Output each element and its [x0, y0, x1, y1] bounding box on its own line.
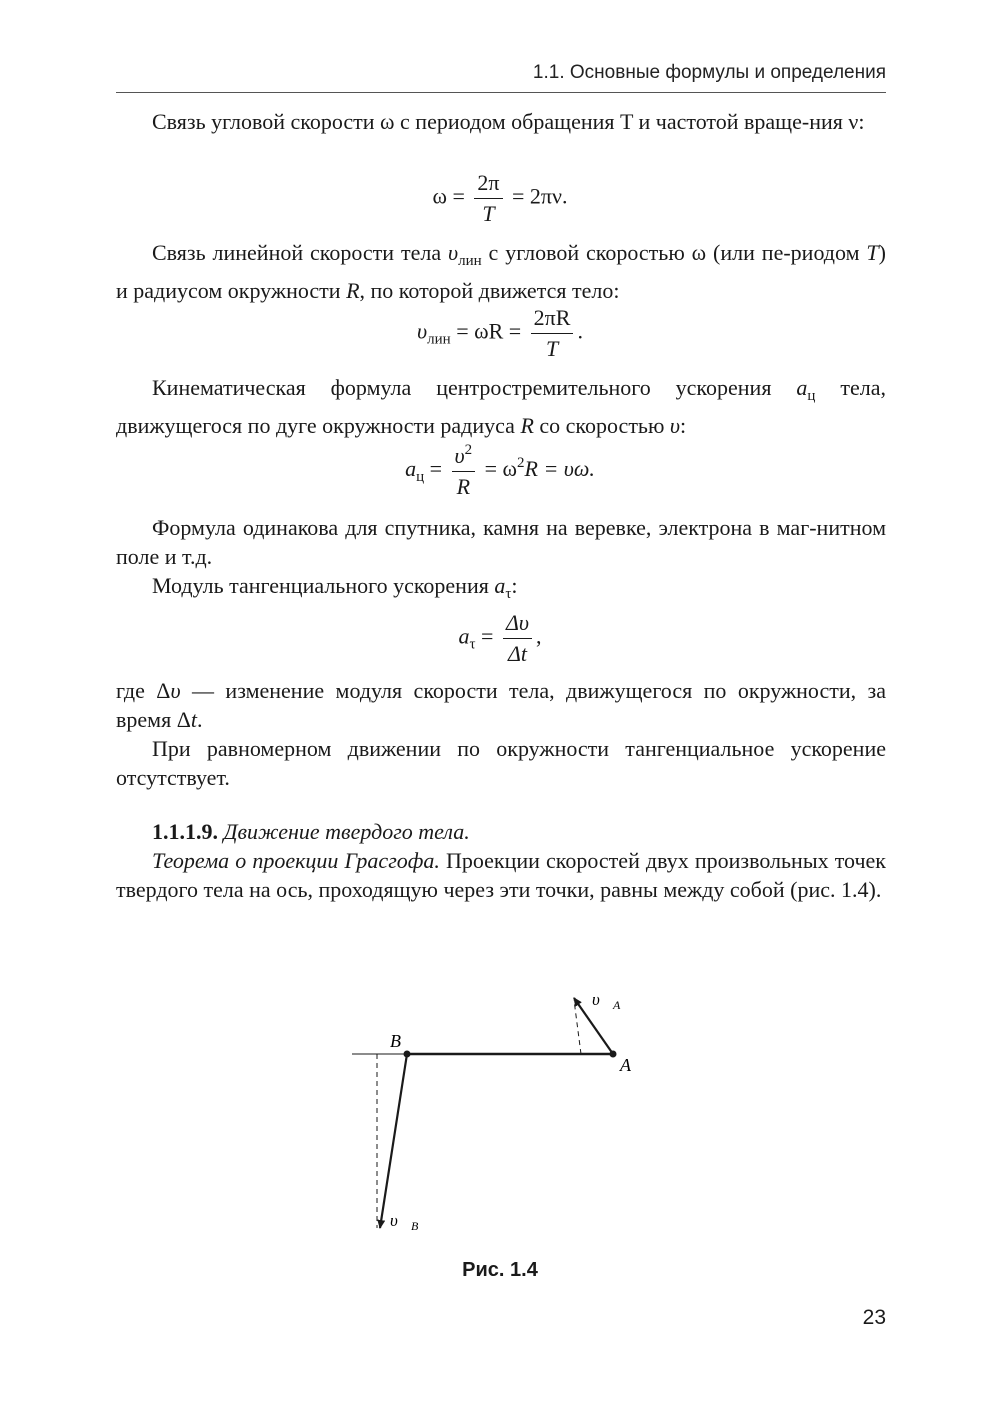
- formula-centripetal: $a_ц$ = $\frac{\upsilon^2}{R}$ = $\omega^2R = \upsilon\omega$.: [405, 442, 595, 499]
- paragraph-text: Связь угловой скорости ω с периодом обращения T и частотой враще-ния ν:: [152, 109, 865, 134]
- paragraph-formula-same: Формула одинакова для спутника, камня на веревке, электрона в маг-нитном поле и т.д.: [116, 515, 886, 569]
- formula-omega: ω = $\frac{2\pi}{T}$ = 2πν.: [432, 170, 568, 226]
- figure-caption: Рис. 1.4: [462, 1259, 538, 1281]
- running-header: 1.1. Основные формулы и определения: [532, 62, 886, 83]
- paragraph-tangential: Модуль тангенциального ускорения $a_\tau$:: [152, 573, 518, 602]
- label-b: B: [390, 1031, 401, 1051]
- label-vb: $\upsilon⃗_B$: [390, 1211, 419, 1233]
- header-rule: [116, 92, 886, 93]
- paragraph-angular-velocity: [116, 107, 886, 136]
- section-heading: 1.1.1.9. Движение твердого тела.: [152, 819, 470, 844]
- formula-linear-velocity: $\upsilon_{лин} = \omega R$ = $\frac{2\pi R}{T}$ .: [417, 305, 583, 361]
- point-a-dot: [610, 1051, 617, 1058]
- page-number: 23: [862, 1306, 886, 1329]
- velocity-b-vector: [380, 1054, 407, 1228]
- paragraph-linear-velocity: Связь линейной скорости тела $\upsilon_{лин}$ с угловой скоростью ω (или пе-риодом T) и радиусом окружности R, по которой движется тело:: [116, 240, 886, 303]
- paragraph-centripetal: Кинематическая формула центростремительного ускорения $a_ц$ тела, движущегося по дуге окружности радиуса R со скоростью υ:: [116, 375, 886, 438]
- label-a: A: [620, 1055, 631, 1075]
- figure-grashof: [340, 985, 660, 1245]
- paragraph-uniform-motion: При равномерном движении по окружности тангенциальное ускорение отсутствует.: [116, 736, 886, 790]
- paragraph-grashof: Теорема о проекции Грасгофа. Проекции скоростей двух произвольных точек твердого тела на ось, проходящую через эти точки, равны между собой (рис. 1.4).: [116, 848, 886, 902]
- point-b-dot: [404, 1051, 411, 1058]
- label-va: $\upsilon⃗_A$: [592, 990, 621, 1012]
- paragraph-delta-v: где Δυ — изменение модуля скорости тела, движущегося по окружности, за время Δt.: [116, 678, 886, 732]
- formula-tangential: $a_\tau$ = $\frac{\Delta\upsilon}{\Delta t}$ ,: [458, 610, 542, 666]
